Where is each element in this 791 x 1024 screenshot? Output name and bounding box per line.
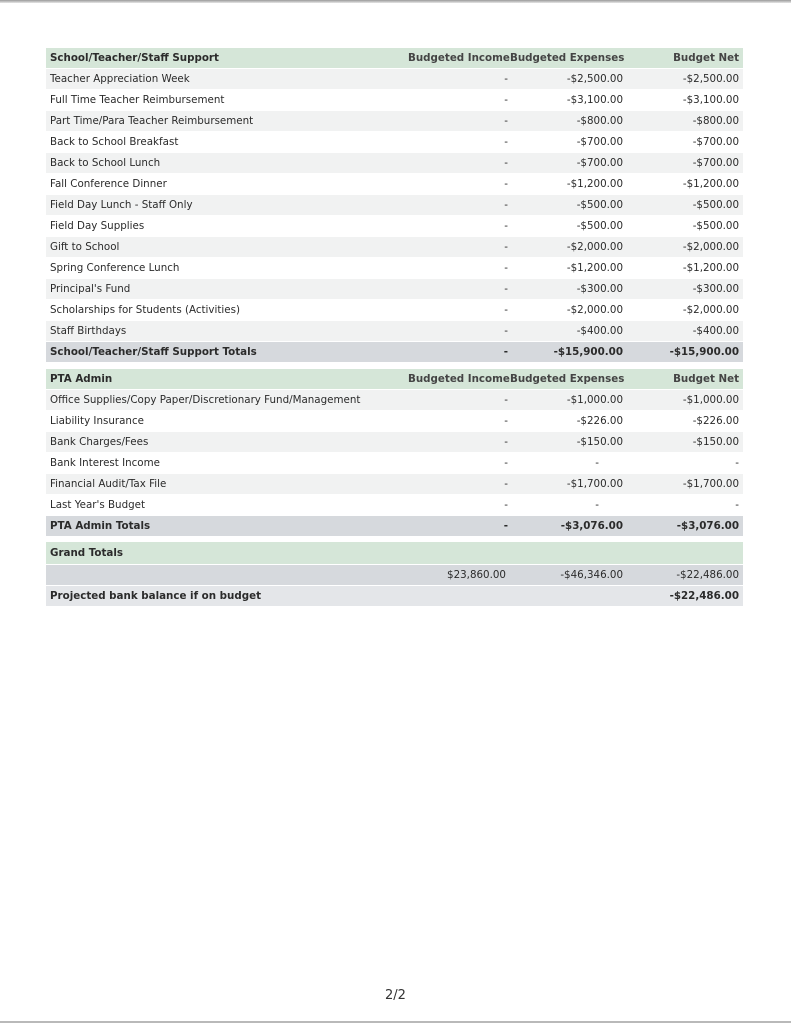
row-income: - <box>504 394 508 406</box>
grand-totals-header <box>46 542 743 565</box>
page-number: 2/2 <box>385 988 406 1003</box>
section-title: School/Teacher/Staff Support <box>50 52 219 64</box>
row-expenses: -$500.00 <box>576 220 623 232</box>
col-header-income: Budgeted Income <box>408 373 510 385</box>
row-label: Bank Interest Income <box>50 457 160 469</box>
grand-expenses: -$46,346.00 <box>560 569 623 581</box>
row-label: Bank Charges/Fees <box>50 436 149 448</box>
col-header-income: Budgeted Income <box>408 52 510 64</box>
row-income: - <box>504 283 508 295</box>
row-expenses: -$3,100.00 <box>566 94 623 106</box>
totals-expenses: -$15,900.00 <box>553 346 623 358</box>
table-row <box>46 411 743 432</box>
viewer-top-edge <box>0 0 791 3</box>
section-totals-row <box>46 516 743 537</box>
row-label: Staff Birthdays <box>50 325 127 337</box>
table-row <box>46 153 743 174</box>
row-income: - <box>504 325 508 337</box>
section-title: PTA Admin <box>50 373 113 385</box>
row-label: Office Supplies/Copy Paper/Discretionary Fund/Management <box>50 394 361 406</box>
row-income: - <box>504 199 508 211</box>
grand-income: $23,860.00 <box>447 569 506 581</box>
row-expenses: -$300.00 <box>576 283 623 295</box>
totals-income: - <box>503 520 508 532</box>
row-label: Teacher Appreciation Week <box>50 73 190 85</box>
totals-expenses: -$3,076.00 <box>560 520 623 532</box>
row-label: Fall Conference Dinner <box>50 178 167 190</box>
row-expenses: -$2,500.00 <box>566 73 623 85</box>
row-label: Scholarships for Students (Activities) <box>50 304 240 316</box>
row-net: -$500.00 <box>692 220 739 232</box>
col-header-net: Budget Net <box>673 52 739 64</box>
row-label: Field Day Supplies <box>50 220 145 232</box>
table-row <box>46 132 743 153</box>
row-label: Principal's Fund <box>50 283 131 295</box>
row-expenses: -$2,000.00 <box>566 304 623 316</box>
row-expenses: - <box>595 457 599 469</box>
row-net: -$1,200.00 <box>682 262 739 274</box>
budget-table <box>46 48 743 607</box>
row-label: Gift to School <box>50 241 120 253</box>
table-row <box>46 174 743 195</box>
row-income: - <box>504 415 508 427</box>
row-expenses: -$700.00 <box>576 157 623 169</box>
row-income: - <box>504 178 508 190</box>
row-expenses: -$1,200.00 <box>566 178 623 190</box>
table-row <box>46 300 743 321</box>
row-net: -$700.00 <box>692 157 739 169</box>
col-header-expenses: Budgeted Expenses <box>510 373 625 385</box>
row-net: -$700.00 <box>692 136 739 148</box>
row-net: -$800.00 <box>692 115 739 127</box>
table-row <box>46 495 743 516</box>
row-label: Back to School Lunch <box>50 157 161 169</box>
row-net: -$226.00 <box>692 415 739 427</box>
row-net: -$3,100.00 <box>682 94 739 106</box>
row-income: - <box>504 136 508 148</box>
row-income: - <box>504 457 508 469</box>
table-row <box>46 474 743 495</box>
row-income: - <box>504 94 508 106</box>
col-header-expenses: Budgeted Expenses <box>510 52 625 64</box>
row-net: -$2,500.00 <box>682 73 739 85</box>
row-expenses: -$700.00 <box>576 136 623 148</box>
row-expenses: -$1,700.00 <box>566 478 623 490</box>
row-expenses: -$1,200.00 <box>566 262 623 274</box>
grand-totals-title: Grand Totals <box>50 547 124 559</box>
table-row <box>46 321 743 342</box>
table-row <box>46 195 743 216</box>
col-header-net: Budget Net <box>673 373 739 385</box>
totals-income: - <box>503 346 508 358</box>
projected-label: Projected bank balance if on budget <box>50 590 261 602</box>
totals-net: -$3,076.00 <box>676 520 739 532</box>
row-income: - <box>504 115 508 127</box>
table-row <box>46 216 743 237</box>
row-label: Last Year's Budget <box>50 499 146 511</box>
row-expenses: -$800.00 <box>576 115 623 127</box>
section-header-pta-admin <box>46 369 743 390</box>
totals-net: -$15,900.00 <box>669 346 739 358</box>
row-expenses: -$1,000.00 <box>566 394 623 406</box>
row-expenses: - <box>595 499 599 511</box>
row-income: - <box>504 73 508 85</box>
viewer-bottom-edge <box>0 1021 791 1023</box>
grand-net: -$22,486.00 <box>676 569 739 581</box>
table-row <box>46 432 743 453</box>
row-expenses: -$400.00 <box>576 325 623 337</box>
row-income: - <box>504 499 508 511</box>
row-net: - <box>735 457 739 469</box>
row-expenses: -$2,000.00 <box>566 241 623 253</box>
row-income: - <box>504 241 508 253</box>
table-row <box>46 279 743 300</box>
row-income: - <box>504 478 508 490</box>
grand-totals-values <box>46 565 743 586</box>
row-expenses: -$226.00 <box>576 415 623 427</box>
row-net: -$1,700.00 <box>682 478 739 490</box>
totals-label: School/Teacher/Staff Support Totals <box>50 346 257 358</box>
table-row <box>46 69 743 90</box>
row-expenses: -$500.00 <box>576 199 623 211</box>
table-row <box>46 90 743 111</box>
row-income: - <box>504 262 508 274</box>
row-net: -$2,000.00 <box>682 304 739 316</box>
row-net: -$2,000.00 <box>682 241 739 253</box>
row-label: Financial Audit/Tax File <box>50 478 167 490</box>
row-net: -$1,200.00 <box>682 178 739 190</box>
section-header-staff-support <box>46 48 743 69</box>
row-income: - <box>504 304 508 316</box>
totals-label: PTA Admin Totals <box>50 520 151 532</box>
row-income: - <box>504 436 508 448</box>
row-net: -$400.00 <box>692 325 739 337</box>
row-label: Part Time/Para Teacher Reimbursement <box>50 115 254 127</box>
row-income: - <box>504 157 508 169</box>
row-expenses: -$150.00 <box>576 436 623 448</box>
row-label: Spring Conference Lunch <box>50 262 180 274</box>
table-row <box>46 453 743 474</box>
row-net: - <box>735 499 739 511</box>
row-label: Full Time Teacher Reimbursement <box>50 94 225 106</box>
row-net: -$500.00 <box>692 199 739 211</box>
row-label: Back to School Breakfast <box>50 136 179 148</box>
table-row <box>46 258 743 279</box>
row-label: Liability Insurance <box>50 415 144 427</box>
row-net: -$1,000.00 <box>682 394 739 406</box>
section-totals-row <box>46 342 743 363</box>
table-row <box>46 237 743 258</box>
row-net: -$300.00 <box>692 283 739 295</box>
projected-value: -$22,486.00 <box>669 590 739 602</box>
row-net: -$150.00 <box>692 436 739 448</box>
table-row <box>46 390 743 411</box>
row-label: Field Day Lunch - Staff Only <box>50 199 193 211</box>
row-income: - <box>504 220 508 232</box>
projected-balance-row <box>46 586 743 607</box>
table-row <box>46 111 743 132</box>
